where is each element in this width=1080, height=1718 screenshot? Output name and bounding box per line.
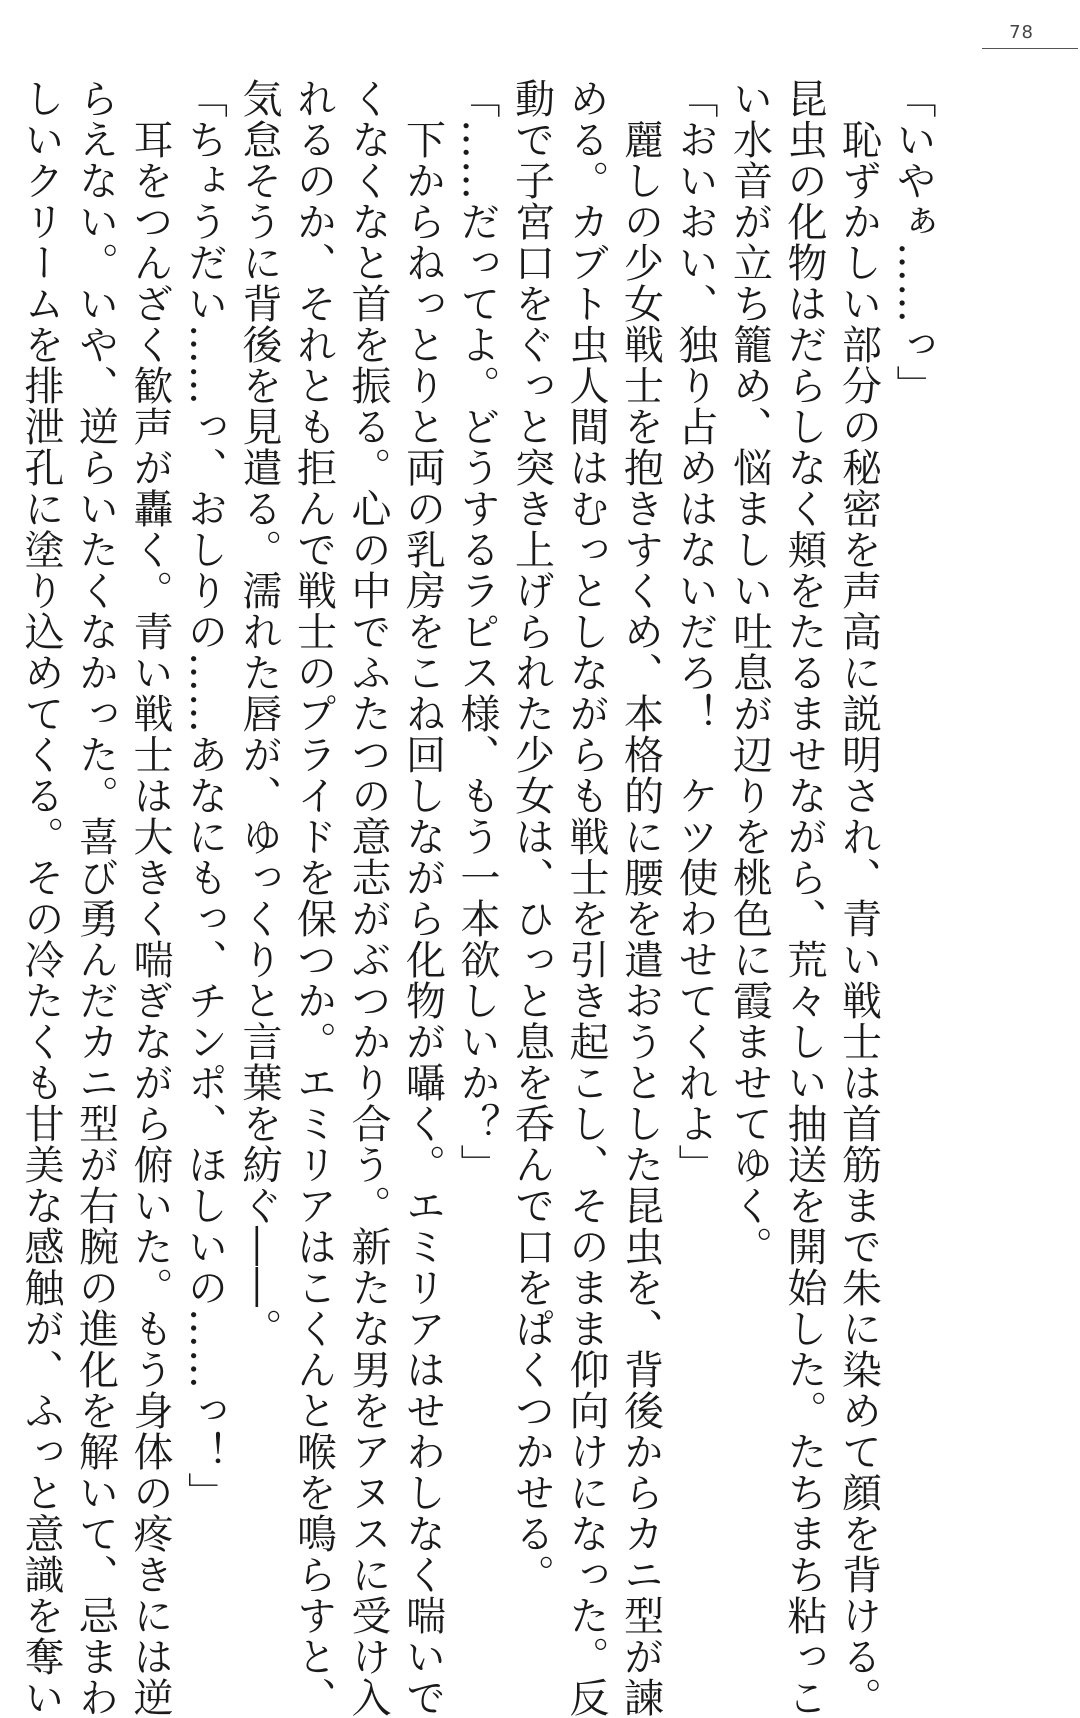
text-line: 耳をつんざく歓声が轟く。青い戦士は大きく喘ぎながら俯いた。もう身体の疼きには逆 bbox=[127, 78, 173, 1718]
text-line: 動で子宮口をぐっと突き上げられた少女は、ひっと息を呑んで口をぱくつかせる。 bbox=[508, 78, 555, 1595]
page-number-rule bbox=[982, 48, 1078, 49]
text-line: 「ちょうだい……っ、おしりの……あなにもっ、チンポ、ほしいの……っ！」 bbox=[181, 78, 228, 1513]
text-line: らえない。いや、逆らいたくなかった。喜び勇んだカニ型が右腕の進化を解いて、忌まわ bbox=[72, 78, 119, 1718]
text-line: 昆虫の化物はだらしなく頬をたるませながら、荒々しい抽送を開始した。たちまち粘っこ bbox=[781, 78, 827, 1718]
text-line: 麗しの少女戦士を抱きすくめ、本格的に腰を遣おうとした昆虫を、背後からカニ型が諫 bbox=[617, 78, 664, 1718]
text-line: 「いやぁ……っ」 bbox=[890, 78, 936, 406]
text-line: れるのか、それとも拒んで戦士のプライドを保つか。エミリアはこくんと喉を鳴らすと、 bbox=[290, 78, 337, 1718]
text-line: 恥ずかしい部分の秘密を声高に説明され、青い戦士は首筋まで朱に染めて顔を背ける。 bbox=[835, 78, 882, 1718]
text-line: くなくなと首を振る。心の中でふたつの意志がぶつかり合う。新たな男をアヌスに受け入 bbox=[345, 78, 391, 1718]
text-line: 下からねっとりと両の乳房をこね回しながら化物が囁く。エミリアはせわしなく喘いで bbox=[399, 78, 446, 1718]
text-line: い水音が立ち籠め、悩ましい吐息が辺りを桃色に霞ませてゆく。 bbox=[726, 78, 773, 1267]
body-text bbox=[14, 78, 941, 1718]
page-number: 78 bbox=[1009, 22, 1034, 43]
text-line: 気怠そうに背後を見遣る。濡れた唇が、ゆっくりと言葉を紡ぐ――。 bbox=[236, 78, 282, 1349]
text-line: しいクリームを排泄孔に塗り込めてくる。その冷たくも甘美な感触が、ふっと意識を奪い bbox=[18, 78, 64, 1718]
text-line: める。カブト虫人間はむっとしながらも戦士を引き起こし、そのまま仰向けになった。反 bbox=[563, 78, 609, 1718]
text-line: 「おいおい、独り占めはないだろ！ ケツ使わせてくれよ」 bbox=[672, 78, 718, 1185]
text-line: 「……だってよ。どうするラピス様、もう一本欲しいか？」 bbox=[454, 78, 500, 1185]
